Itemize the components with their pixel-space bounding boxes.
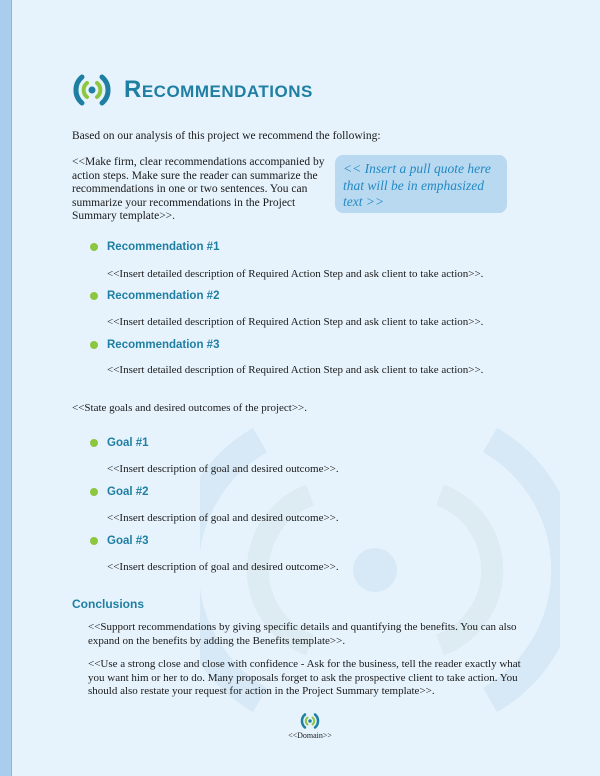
recommendation-desc: <<Insert detailed description of Required Action Step and ask client to take action>>.: [107, 364, 484, 376]
bullet-dot-icon: [90, 439, 98, 447]
recommendation-item: [90, 241, 219, 253]
bullet-dot-icon: [90, 537, 98, 545]
goal-item: [90, 437, 149, 449]
pull-quote: << Insert a pull quote here that will be in emphasized text >>: [335, 155, 507, 213]
goal-desc: <<Insert description of goal and desired outcome>>.: [107, 463, 339, 475]
footer-signal-icon: [300, 711, 320, 731]
signal-broadcast-icon: [72, 70, 112, 110]
conclusions-paragraph: <<Support recommendations by giving specific details and quantifying the benefits. You can also expand on the benefits by adding the Benefits template>>.: [88, 621, 517, 647]
footer-domain: <<Domain>>: [288, 731, 332, 740]
recommendation-item: [90, 290, 219, 302]
bullet-dot-icon: [90, 243, 98, 251]
recommendation-title: Recommendation #3: [107, 339, 220, 351]
goals-intro-text: <<State goals and desired outcomes of the project>>.: [72, 402, 307, 414]
recommendation-desc: <<Insert detailed description of Required Action Step and ask client to take action>>.: [107, 316, 484, 328]
page-left-border: [0, 0, 12, 776]
page-title: Recommendations: [124, 76, 313, 103]
goal-item: [90, 486, 149, 498]
goal-desc: <<Insert description of goal and desired outcome>>.: [107, 512, 339, 524]
goal-title: Goal #2: [107, 486, 149, 498]
conclusions-heading: Conclusions: [72, 597, 145, 611]
recommendation-title: Recommendation #1: [107, 241, 220, 253]
bullet-dot-icon: [90, 341, 98, 349]
conclusions-paragraph: <<Use a strong close and close with confidence - Ask for the business, tell the reader exactly what you want him or her to do. Many proposals forget to ask the prospective client to take action. You should also restate your request for action in the Project Summary template>>.: [88, 658, 521, 697]
recommendation-desc: <<Insert detailed description of Required Action Step and ask client to take action>>.: [107, 268, 484, 280]
goal-desc: <<Insert description of goal and desired outcome>>.: [107, 561, 339, 573]
lead-paragraph: <<Make firm, clear recommendations accompanied by action steps. Make sure the reader can summarize the recommendations in one or two sentences. You can summarize your recommendations in the Project Summary template>>.: [72, 156, 325, 222]
goal-title: Goal #3: [107, 535, 149, 547]
recommendation-item: [90, 339, 219, 351]
goal-item: [90, 535, 149, 547]
intro-text: Based on our analysis of this project we recommend the following:: [72, 130, 381, 142]
page-header: [72, 70, 313, 110]
bullet-dot-icon: [90, 488, 98, 496]
goal-title: Goal #1: [107, 437, 149, 449]
recommendation-title: Recommendation #2: [107, 290, 220, 302]
bullet-dot-icon: [90, 292, 98, 300]
